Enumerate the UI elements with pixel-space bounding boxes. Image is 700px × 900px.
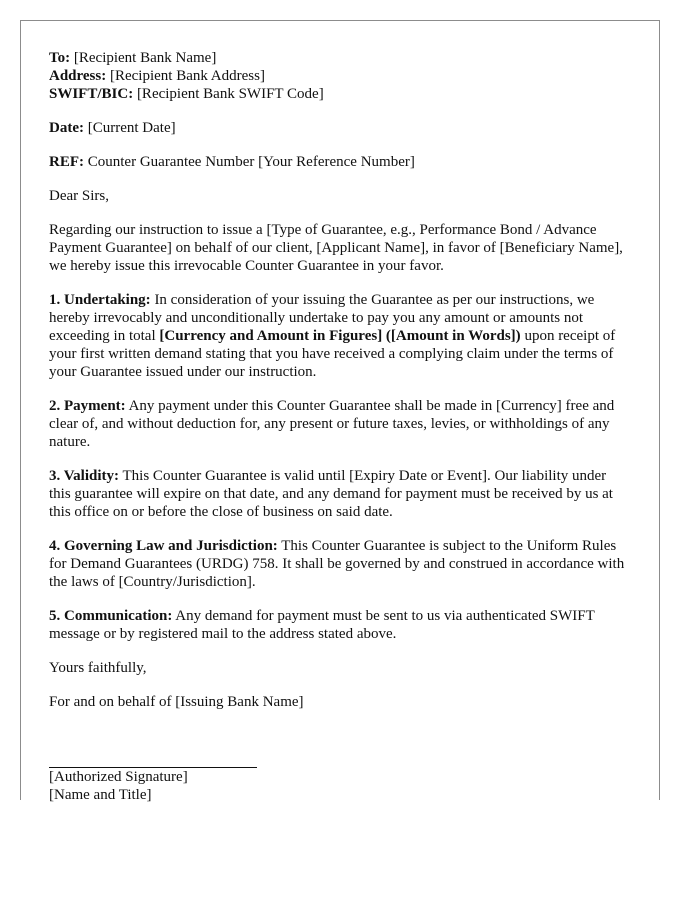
clause-communication-heading: 5. Communication:	[49, 608, 173, 624]
swift-label: SWIFT/BIC:	[49, 86, 134, 102]
clause-governing-law-heading: 4. Governing Law and Jurisdiction:	[49, 538, 278, 554]
ref-value: Counter Guarantee Number [Your Reference Number]	[87, 154, 415, 170]
signatory-name-title: [Name and Title]	[49, 787, 152, 803]
recipient-swift-line	[49, 85, 631, 103]
recipient-address: [Recipient Bank Address]	[109, 68, 265, 84]
address-label: Address:	[49, 68, 107, 84]
clause-payment-text: Any payment under this Counter Guarantee shall be made in [Currency] free and clear of, and without deduction for, any present or future taxes, levies, or withholdings of any nature.	[49, 398, 615, 450]
reference-line	[49, 153, 631, 171]
clause-validity-heading: 3. Validity:	[49, 468, 120, 484]
date-value: [Current Date]	[87, 120, 176, 136]
recipient-block	[49, 49, 631, 103]
clause-undertaking-text-before: In consideration of your issuing the Guarantee as per our instructions, we hereby irrevocably and unconditionally undertake to pay you any amount or amounts not exceeding in total	[49, 292, 595, 344]
clause-validity-text: This Counter Guarantee is valid until [Expiry Date or Event]. Our liability under this guarantee will expire on that date, and any demand for payment must be received by us at this office on or before the close of business on said date.	[49, 468, 613, 520]
on-behalf-line: For and on behalf of [Issuing Bank Name]	[49, 694, 304, 710]
clause-governing-law-text: This Counter Guarantee is subject to the Uniform Rules for Demand Guarantees (URDG) 758. It shall be governed by and construed in accordance with the laws of [Country/Jurisdiction].	[49, 538, 625, 590]
clause-validity	[49, 467, 631, 521]
clause-governing-law	[49, 537, 631, 591]
to-label: To:	[49, 50, 71, 66]
clause-undertaking-text-after: upon receipt of your first written demand stating that you have received a complying claim under the terms of your Guarantee issued under our instruction.	[49, 328, 616, 380]
clause-payment	[49, 397, 631, 451]
recipient-name: [Recipient Bank Name]	[73, 50, 217, 66]
date-line	[49, 119, 631, 137]
signature-space	[49, 727, 631, 767]
date-label: Date:	[49, 120, 84, 136]
recipient-name-line	[49, 49, 631, 67]
clause-communication	[49, 607, 631, 643]
salutation: Dear Sirs,	[49, 188, 109, 204]
signature-placeholder: [Authorized Signature]	[49, 769, 188, 785]
clause-undertaking-amount: [Currency and Amount in Figures] ([Amount in Words])	[159, 328, 521, 344]
intro-paragraph: Regarding our instruction to issue a [Type of Guarantee, e.g., Performance Bond / Advance Payment Guarantee] on behalf of our client, [Applicant Name], in favor of [Beneficiary Name], we hereby issue this irrevocable Counter Guarantee in your favor.	[49, 222, 623, 274]
ref-label: REF:	[49, 154, 84, 170]
clause-payment-heading: 2. Payment:	[49, 398, 126, 414]
closing: Yours faithfully,	[49, 660, 147, 676]
clause-undertaking	[49, 291, 631, 381]
clause-undertaking-heading: 1. Undertaking:	[49, 292, 151, 308]
letter-page	[20, 20, 660, 803]
recipient-swift: [Recipient Bank SWIFT Code]	[136, 86, 324, 102]
recipient-address-line	[49, 67, 631, 85]
clause-communication-text: Any demand for payment must be sent to us via authenticated SWIFT message or by registered mail to the address stated above.	[49, 608, 595, 642]
